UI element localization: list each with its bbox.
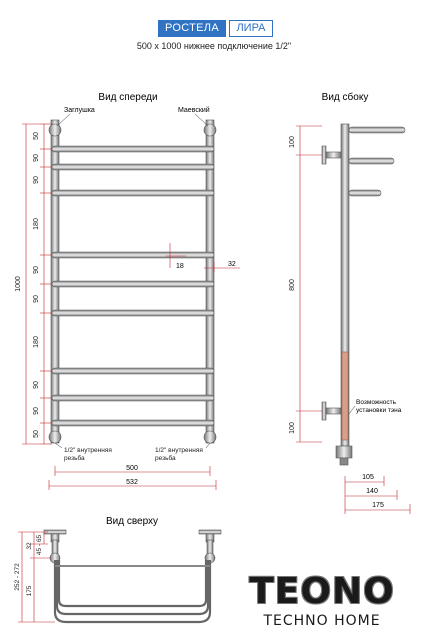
top-view-title: Вид сверху: [105, 516, 159, 527]
rung-overhang-label: 32: [228, 261, 236, 268]
brand-badge: РОСТЕЛА: [158, 20, 226, 37]
model-badge: ЛИРА: [229, 20, 273, 37]
rung: [52, 190, 214, 196]
rung: [52, 164, 214, 170]
rung-offset-label: 18: [176, 263, 184, 270]
dim-105: 105: [362, 474, 374, 481]
side-view-title: Вид сбоку: [321, 92, 369, 103]
bottom-connector: [336, 446, 352, 458]
side-vertical-dimensions: [296, 126, 322, 442]
top-view-rungs: [55, 560, 210, 622]
heater-leader: [349, 406, 355, 414]
product-subtitle: 500 x 1000 нижнее подключение 1/2": [136, 41, 292, 51]
front-rungs: [52, 146, 214, 426]
rung: [52, 146, 214, 152]
rung: [52, 395, 214, 401]
front-view-title: Вид спереди: [98, 92, 158, 103]
heater-label: Возможность: [356, 399, 397, 406]
teono-logo: [232, 572, 412, 636]
thread-left-leader: [55, 443, 62, 448]
thread-right-leader: [206, 443, 210, 448]
thread-left-label-2: резьба: [64, 455, 85, 462]
top-dim-32: 32: [26, 542, 33, 550]
plug-label: Заглушка: [64, 107, 95, 114]
top-view-flanges: [44, 530, 221, 534]
front-left-dimension-chain: [22, 124, 52, 444]
top-view-brackets: [51, 532, 214, 556]
dim-175: 175: [372, 502, 384, 509]
heater-element: [342, 352, 348, 440]
rung: [52, 368, 214, 374]
top-dim-175: 175: [26, 585, 33, 597]
dim-label: 180: [33, 336, 40, 348]
wall-brackets: [322, 146, 341, 420]
bottom-right-cap: [204, 431, 216, 443]
overall-height-label: 1000: [15, 276, 22, 292]
dim-label: 90: [33, 266, 40, 274]
dim-label: 90: [33, 407, 40, 415]
dim-label: 90: [33, 381, 40, 389]
dim-label: 50: [33, 132, 40, 140]
rung: [52, 420, 214, 426]
side-dim-bottom: 100: [289, 422, 296, 434]
dim-label: 180: [33, 218, 40, 230]
bottom-left-cap: [49, 431, 61, 443]
side-dim-top: 100: [289, 136, 296, 148]
width-outer-label: 532: [126, 479, 138, 486]
connector-nut: [340, 458, 348, 465]
logo-sub-text: TECHNO HOME: [263, 613, 381, 629]
logo-main-text: TEONO: [249, 571, 395, 612]
top-dim-outer: 252 - 272: [14, 563, 21, 591]
valve-cap: [204, 124, 216, 136]
width-inner-label: 500: [126, 465, 138, 472]
rung: [52, 310, 214, 316]
rung: [52, 281, 214, 287]
dim-label: 90: [33, 154, 40, 162]
side-rungs: [349, 127, 405, 196]
dim-label: 90: [33, 295, 40, 303]
thread-left-label: 1/2" внутренняя: [64, 447, 112, 454]
thread-right-label-2: резьба: [155, 455, 176, 462]
dim-label: 50: [33, 430, 40, 438]
top-dim-small: 45 - 65: [36, 534, 43, 556]
rung: [52, 252, 214, 258]
dim-140: 140: [366, 488, 378, 495]
side-dim-middle: 800: [289, 279, 296, 291]
thread-right-label: 1/2" внутренняя: [155, 447, 203, 454]
heater-label-2: установки тэна: [356, 407, 402, 414]
dim-label: 90: [33, 176, 40, 184]
plug-cap: [49, 124, 61, 136]
valve-label: Маевский: [178, 107, 210, 114]
